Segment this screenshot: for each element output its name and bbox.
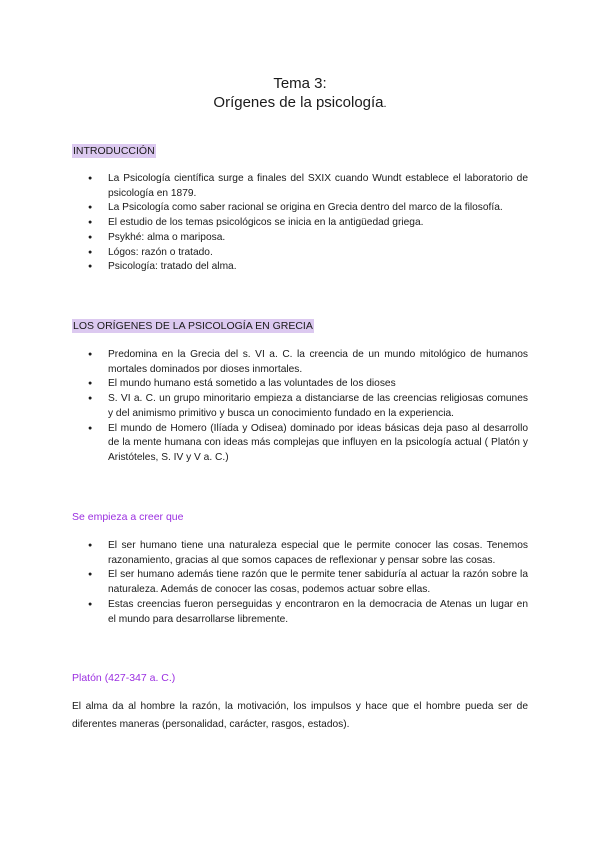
origenes-list <box>88 348 528 466</box>
se-empieza-list <box>88 539 528 627</box>
list-item: ● Psicología: tratado del alma. <box>88 260 528 275</box>
subtitle-text: Orígenes de la psicología <box>213 94 384 111</box>
list-item: ● El estudio de los temas psicológicos se inicia en la antigüedad griega. <box>88 216 528 231</box>
list-item: ● Psykhé: alma o mariposa. <box>88 231 528 246</box>
platon-paragraph: El alma da al hombre la razón, la motivación, los impulsos y hace que el hombre pueda ser de diferentes maneras (personalidad, carácter, rasgos, estados). <box>72 701 528 730</box>
section-heading-introduccion: INTRODUCCIÓN <box>73 145 155 157</box>
subtitle-dot: . <box>383 98 387 110</box>
section-heading-platon: Platón (427-347 a. C.) <box>72 672 176 684</box>
page-title: Tema 3: <box>273 75 327 92</box>
list-item: ● La Psicología como saber racional se origina en Grecia dentro del marco de la filosofía. <box>88 201 528 216</box>
list-item: ● El mundo humano está sometido a las voluntades de los dioses <box>88 377 528 392</box>
list-item: ● La Psicología científica surge a finales del SXIX cuando Wundt establece el laboratorio de psicología en 1879. <box>88 172 528 201</box>
list-item: ● Predomina en la Grecia del s. VI a. C. la creencia de un mundo mitológico de humanos mortales dominados por dioses inmortales. <box>88 348 528 377</box>
list-item: ● S. VI a. C. un grupo minoritario empieza a distanciarse de las creencias religiosas comunes y del animismo primitivo y busca un conocimiento fundado en la experiencia. <box>88 392 528 421</box>
page-subtitle <box>0 93 600 114</box>
list-item: ● El ser humano tiene una naturaleza especial que le permite conocer las cosas. Tenemos razonamiento, gracias al que somos capaces de reflexionar y pensar sobre las cosas. <box>88 539 528 568</box>
list-item: ● El mundo de Homero (Ilíada y Odisea) dominado por ideas básicas deja paso al desarrollo de la mente humana con ideas más complejas que influyen en la psicología actual ( Platón y Aristóteles, S. IV y V a. C.) <box>88 422 528 466</box>
section-heading-origenes: LOS ORÍGENES DE LA PSICOLOGÍA EN GRECIA <box>73 320 313 332</box>
section-heading-se-empieza: Se empieza a creer que <box>72 511 184 523</box>
list-item: ● Estas creencias fueron perseguidas y encontraron en la democracia de Atenas un lugar en el mundo para desarrollarse libremente. <box>88 598 528 627</box>
introduccion-list <box>88 172 528 275</box>
list-item: ● El ser humano además tiene razón que le permite tener sabiduría al actuar la razón sobre la naturaleza. Además de conocer las cosas, podemos actuar sobre ellas. <box>88 568 528 597</box>
list-item: ● Lógos: razón o tratado. <box>88 246 528 261</box>
